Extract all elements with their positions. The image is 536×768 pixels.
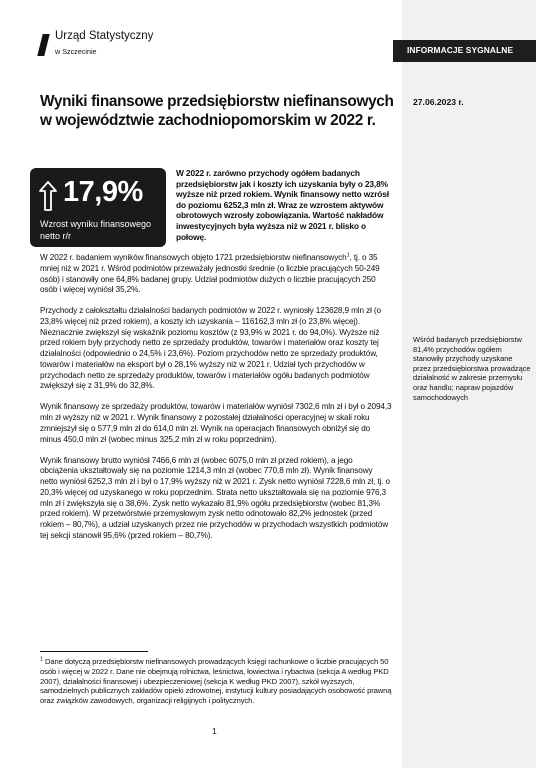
page-title [40, 92, 394, 130]
paragraph-3: Wynik finansowy ze sprzedaży produktów, towarów i materiałów wyniósł 7302,6 mln zł i był o 2094,3 mln zł wyższy niż w 2021 r. Wynik finansowy z pozostałej działalności operacyjnej w skali roku zmniejszył się o 577,9 mln zł do 614,0 mln zł. Wynik na operacjach finansowych obniżył się do minus 450,0 mln zł (wobec minus 325,2 mln zł w roku poprzednim). [40, 402, 392, 444]
footnote [40, 657, 392, 706]
kpi-value: 17,9% [63, 176, 143, 208]
logo-mark-icon [37, 34, 49, 56]
intro-summary: W 2022 r. zarówno przychody ogółem badanych przedsiębiorstw jak i koszty ich uzyskania były o 23,8% wyższe niż przed rokiem. Wynik finansowy netto wzrósł do poziomu 6252,3 mln zł. Wraz ze wzrostem aktywów obrotowych wzrosły zobowiązania. Wartość nakładów inwestycyjnych była wyższa niż w 2021 r. blisko o połowę. [176, 168, 389, 242]
side-note: Wśród badanych przedsiębiorstw 81,4% przychodów ogółem stanowiły przychody uzyskane przez przedsiębiorstwa prowadzące działalność w zakresie przemysłu oraz handlu; napraw pojazdów samochodowych [413, 335, 531, 402]
page-title-line-1: Wyniki finansowe przedsiębiorstw niefinansowych [40, 93, 394, 110]
footnote-ref: 1 [346, 252, 350, 259]
logo-city: w Szczecinie [55, 47, 97, 56]
paragraph-1 [40, 253, 392, 296]
page-number: 1 [212, 726, 217, 736]
body-text [40, 253, 392, 552]
kpi-label: Wzrost wyniku finansowego netto r/r [40, 219, 152, 241]
paragraph-1-end: , tj. o 35 mniej niż w 2021 r. Wśród podmiotów przeważały jednostki średnie (o liczbie pracujących 50-249 osób) i stanowiły one 64,8% badanej grupy. Udział podmiotów dużych o liczbie pracujących 250 osób i więcej wyniósł 35,2%. [40, 253, 380, 295]
header-badge [393, 40, 536, 62]
page-title-line-2: w województwie zachodniopomorskim w 2022 r. [40, 112, 376, 129]
paragraph-1-start: W 2022 r. badaniem wyników finansowych objęto 1721 przedsiębiorstw niefinansowych [40, 253, 347, 262]
header-badge-text: INFORMACJE SYGNALNE [407, 45, 514, 55]
footnote-text: Dane dotyczą przedsiębiorstw niefinansowych prowadzących księgi rachunkowe o liczbie pracujących 50 osób i więcej w 2022 r. Dane nie obejmują rolnictwa, leśnictwa, łowiectwa i rybactwa (sekcja A według PKD 2007), działalności finansowej i ubezpieczeniowej (sekcja K według PKD 2007), szkół wyższych, samodzielnych publicznych zakładów opieki zdrowotnej, instytucji kultury posiadających osobowość prawną oraz związków zawodowych, organizacji religijnych i politycznych. [40, 657, 392, 706]
kpi-box [30, 168, 166, 247]
arrow-up-icon [38, 180, 58, 212]
publication-date: 27.06.2023 r. [413, 97, 464, 107]
paragraph-4: Wynik finansowy brutto wyniósł 7466,6 mln zł (wobec 6075,0 mln zł przed rokiem), a jego obciążenia ukształtowały się na poziomie 1214,3 mln zł (wobec 770,8 mln zł). Wynik finansowy netto wyniósł 6252,3 mln zł i był o 17,9% wyższy niż w 2021 r. Zysk netto wyniósł 7228,6 mln zł, tj. o 20,3% więcej od uzyskanego w roku poprzednim. Strata netto ukształtowała się na poziomie 976,3 mln zł i zwiększyła się o 38,6%. Zysk netto wykazało 81,9% ogółu przedsiębiorstw (wobec 81,3% przed rokiem). W przetwórstwie przemysłowym zysk netto odnotowało 82,2% jednostek (przed rokiem – 80,7%), a udział uzyskanych przez nie przychodów w przychodach wszystkich podmiotów tej sekcji stanowił 95,6% (przed rokiem – 80,7%). [40, 455, 390, 540]
logo-name: Urząd Statystyczny [55, 30, 154, 42]
footnote-divider [40, 651, 148, 652]
footnote-mark: 1 [40, 656, 43, 663]
paragraph-2: Przychody z całokształtu działalności badanych podmiotów w 2022 r. wyniosły 123628,9 mln zł (o 23,8% więcej niż przed rokiem), a koszty ich uzyskania – 116162,3 mln zł (o 23,8% więcej). Nieznacznie zwiększył się wskaźnik poziomu kosztów (z 93,9% w 2021 r. do 94,0%). Wyższe niż przed rokiem były przychody netto ze sprzedaży produktów, towarów i materiałów oraz koszty tej działalności (odpowiednio o 24,5% i 23,6%). Poziom przychodów netto ze sprzedaży produktów, towarów i materiałów na eksport był o 28,1% wyższy niż w 2021 r. Udział tych przychodów w przychodach netto ze sprzedaży produktów, towarów i materiałów ogółu badanych podmiotów zwiększył się z 31,9% do 32,8%. [40, 306, 381, 391]
